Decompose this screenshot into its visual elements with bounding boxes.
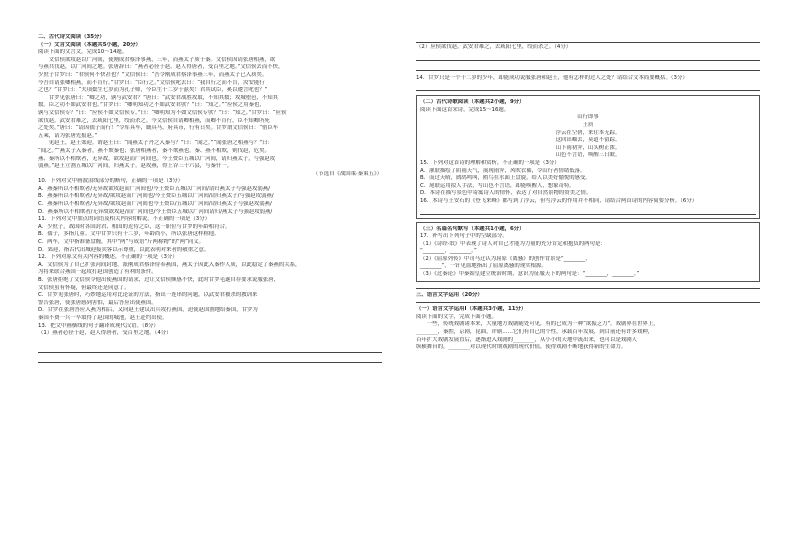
q12-option: C．甘罗见张唐时，巧妙地运用对比论证的方法，指出一连串的问题，以武安君被杀的教训来 [38, 292, 258, 299]
answer-line[interactable] [416, 52, 760, 61]
recitation-section [416, 222, 760, 282]
q13-part1: （1）燕者必径于赵，赵人得唐者，受百里之地。（4分） [38, 330, 172, 337]
q15-option: B．而过天晴，鹧鸪鸣叫，鸥鸟在水面上盘旋，给人以美好愉悦的感受。 [420, 175, 591, 182]
para-line: 百年扩大戏剧发展直后，逐渐进入戏剧的________，从小小的天地中流出来，也可以是戏剧人 [416, 336, 638, 343]
q14-stem: 14．甘罗只是一个十二岁的少年，却能成功说服张唐和赵王，他有怎样的过人之处？请结合文本简要概括。（3分） [416, 74, 688, 81]
answer-line[interactable] [416, 82, 760, 91]
passage-line: 见赵王，赵王郊迎。谓赵王曰：“闻燕太子丹之入秦与？”曰：“闻之。”“闻张唐之相燕与？”曰： [38, 140, 273, 147]
poem-line: 这回出岫去，莫道不留踪。 [555, 137, 621, 144]
q10-option: A．燕秦所以不相欺者/无异故欲攻赵而广河间也/今王赍臣五城以广河间/请归燕太子与强赵攻弱燕/ [38, 185, 270, 192]
sub3-title: （三）名篇名句默写（本题共1小题，6分） [420, 225, 525, 232]
passage-line: 之也？”甘罗曰：“夫项橐生七岁而为孔子师，今臣生十二岁于兹矣！君其试臣，奚以遽言叱也？” [38, 87, 268, 94]
q15-option: D．本诗在描写景色中寄寓诗人的情怀，表达了对自然景物的赞美之情。 [420, 190, 592, 197]
passage-line: 孰与文信侯专？”曰：“应侯不如文信侯专。”曰：“卿明知为不如文信侯专欤？”曰：“知之。”甘罗曰：“应侯 [38, 109, 287, 116]
divider [416, 302, 760, 303]
para-line: 一些，传统戏剧诸本来，大量地方戏剧随处可见，有的已成为一种“欲振乏力”。戏剧界在世界上， [416, 321, 659, 328]
sub1-title: （一）文言文阅读（本题共5小题，20分） [38, 41, 141, 48]
q12-option: 文信侯虽有怀疑，但最终还是同意了。 [38, 284, 130, 291]
q12-option: B．张唐拒绝了文信侯令他出使燕国的请求，过让文信侯颇感不快，此时甘罗毛遂自荐要求说服张唐， [38, 277, 279, 283]
para-line: 纵横舞台的，________对以现代时期戏剧的现代价值，使得戏剧不断地获得新的生命力。 [416, 344, 627, 351]
q10-option: D．燕秦所以不相欺者/无异故欲攻赵/而广河间也/今王赍臣五城以广河间请归/燕太子与强赵攻弱燕/ [38, 208, 273, 215]
language-passage [416, 321, 760, 351]
q11-option: C．两车，文中指准备盘缠，其中“两”与成语“斤两称物”的“两”同义。 [38, 239, 205, 246]
passage-line: 五乘，请为张唐先报赵。” [38, 132, 98, 139]
section3-title: 三、语言文字运用（20分） [416, 291, 483, 298]
passage-line: 少庶子甘罗曰：“君侯何不快甚也？”文信侯曰：“吾令刚成君蔡泽事燕三年，而燕太子已入质矣。 [38, 71, 268, 78]
q12-option: D．甘罗在张唐答应入燕为相后，又向赵王建议出兵攻打燕国，迫使赵国割地给秦国，甘罗为 [38, 307, 258, 314]
q12-stem: 12．下列对原文有关内容的概述，不正确的一项是（3分） [38, 254, 178, 261]
passage-line: 燕、秦所以不相欺者，无异故，欲攻赵而广河间也。今王赍臣五城以广河间，请归燕太子，与强赵攻 [38, 155, 276, 162]
passage-line: “闻之。”“燕太子入秦者，燕不欺秦也；张唐相燕者，秦不欺燕也。秦、燕不相欺，则伐赵，危矣。 [38, 147, 270, 154]
classical-passage [38, 57, 382, 171]
q15-option: A．颔联描绘了阴雨天气，展现雨霁，风吹衣袖，令山行者情绪低落。 [420, 167, 586, 174]
passage-line: 之处矣。”唐曰：“请因孺子而行！”令库具车，厩具马，府具币，行有日矣。甘罗谓文信侯曰：“借臣车 [38, 125, 279, 132]
passage-line: 弱燕。”赵王立割五城以广河间，归燕太子。赵攻燕，得上谷三十六县，与秦什一。 [38, 163, 233, 170]
sub1-intro: 阅读下面的文言文，完成10～14题。 [38, 49, 128, 56]
passage-line: 甘罗见张唐曰：“卿之功，孰与武安君？”唐曰：“武安君战胜攻取，不知其数；攻城堕邑，不知其 [38, 94, 279, 101]
q12-option: 为将来联合燕国一起攻打赵国创造了有利的条件。 [38, 269, 157, 276]
q17-item2-cont: ________”，一针见血地指出了屈原离骚的现实根源。 [420, 263, 547, 270]
poem-title: 山行即事 [577, 114, 599, 121]
left-column [38, 34, 382, 364]
q13-part2: （2）应侯欲伐赵，武安君难之，去咸阳七里，绞而杀之。（4分） [416, 44, 572, 50]
q17-item1: （1）《诗经·氓》中表现了诗人对自己才能为力量的充分肯定和抱负的两句是： [420, 240, 606, 247]
q16-stem: 16．本诗与王安石的《登飞来峰》都写到了浮云，但写浮云的作用并不相同，请结合两首诗的内容简要分析。（6分） [420, 197, 698, 204]
q11-option: A．少庶子，战国时各国封君、相国的近侍之臣，这一职位与甘罗的年龄相符合。 [38, 223, 231, 230]
q15-stem: 15．下列对这首诗的理解和赏析，不正确的一项是（3分） [420, 159, 560, 166]
answer-line[interactable] [38, 344, 382, 353]
q11-option: B．孺子，多指儿童。文中甘罗只有十二岁，年龄尚小，所以张唐这样称他。 [38, 231, 220, 238]
answer-line[interactable] [416, 34, 760, 43]
q17-stem: 17．补写出下列句子中的空缺部分。 [420, 233, 508, 240]
right-column [416, 34, 760, 352]
passage-line: 今吾自请张卿相燕，而不肯行。”甘罗曰：“臣行之。”文信侯叱去曰：“我自行之而不肯，汝安能行 [38, 79, 265, 86]
answer-line[interactable] [416, 62, 760, 71]
answer-line[interactable] [420, 206, 756, 215]
poem-line: 山下雨初霁，山头树正浓。 [555, 144, 621, 151]
sub4-intro: 阅读下面的文字，完成下面小题。 [416, 313, 497, 320]
q12-option: A．文信侯为了自己扩张河间封地，派刚成君蔡泽侍奉燕国，燕太子因此入秦作人质，以此稳定了秦燕的关系， [38, 261, 301, 268]
q13-stem: 13．把文中画横线的句子翻译成现代汉语。（8分） [38, 322, 159, 329]
section2-title: 二、古代诗文阅读（35分） [38, 34, 105, 40]
passage-line: 数。臣之功不如武安君也。”甘罗曰：“卿明知功之不如武安君欤？”曰：“知之。”“应侯之用秦也， [38, 102, 265, 109]
q10-stem: 10．下列对文中画波浪线部分的断句，正确的一项是（3分） [38, 178, 184, 185]
q12-option: 秦国不费一兵一卒取得了赵国的城池，赵王赴约出使。 [38, 314, 168, 321]
passage-line: 与燕共伐赵，以广河间之地。张唐辞曰：“燕者必径于赵，赵人得唐者，受百里之地。”文信侯去而不快。 [38, 64, 284, 71]
passage-line: 欲伐赵，武安君难之，去咸阳七里，绞而杀之。今文信侯自请卿相燕，而卿不肯行，臣不知卿所死 [38, 117, 270, 124]
poetry-section [416, 95, 760, 218]
passage-line: 文信侯欲攻赵以广河间，使刚成君蔡泽事燕，三年，而燕太子质于秦。文信侯因请张唐相燕，欲 [38, 56, 276, 63]
q11-option: D．郊迎，指古代出城迎接宾客以示尊重，以此表明对来者的敬重之意。 [38, 246, 210, 253]
poem-line: 山色不言语，唤醒三日眠。 [555, 152, 621, 159]
passage-source: （节选自《战国策·秦策五》） [312, 170, 382, 177]
q11-stem: 11．下列对文中加点的词语及相关内容的解说，不正确的一项是（3分） [38, 216, 211, 223]
sub2-title: （二）古代诗歌阅读（本题共2小题，9分） [420, 99, 525, 106]
para-line: ________，秦腔，京剧，昆曲，评剧……它们有自己的个性，承载百年发展，到目前还有许多戏种， [416, 329, 654, 336]
q15-option: C．尾联运用拟人手法，写山色不言语，却能唤醒人，想象奇特。 [420, 182, 575, 189]
q10-option: B．燕秦所以不相欺者/无异故/欲攻赵而广河间也/今王赍臣五城以广河间/请归燕太子/与强赵攻弱燕/ [38, 193, 274, 200]
q17-item1-blanks: “________，________。” [420, 248, 477, 255]
q17-item2: （2）《屈原列传》中司马迁认为屈原《离骚》的创作背景是“________， [420, 255, 591, 262]
poem-author: 王质 [582, 121, 594, 128]
sub2-intro: 阅读下面这首宋诗，完成15～16题。 [420, 106, 510, 113]
divider [416, 288, 760, 289]
answer-line[interactable] [38, 354, 382, 363]
q17-item3: （3）《过秦论》中秦始皇建立统治时期，意识为征服天下的两句是：“________，________。” [420, 271, 640, 278]
sub4-title: （一）语言文字运用Ⅰ（本题共3小题，11分） [416, 306, 527, 313]
q10-option: C．燕秦所以不相欺者/无异故/欲攻赵而广河间也今王赍臣/五城以广河间/请归燕太子与强赵攻弱燕/ [38, 201, 272, 208]
q12-option: 警告张唐，使张唐感到害怕，最后答应出使燕国。 [38, 299, 157, 306]
poem-line: 浮云在空碧，来往本无踪。 [555, 129, 621, 136]
